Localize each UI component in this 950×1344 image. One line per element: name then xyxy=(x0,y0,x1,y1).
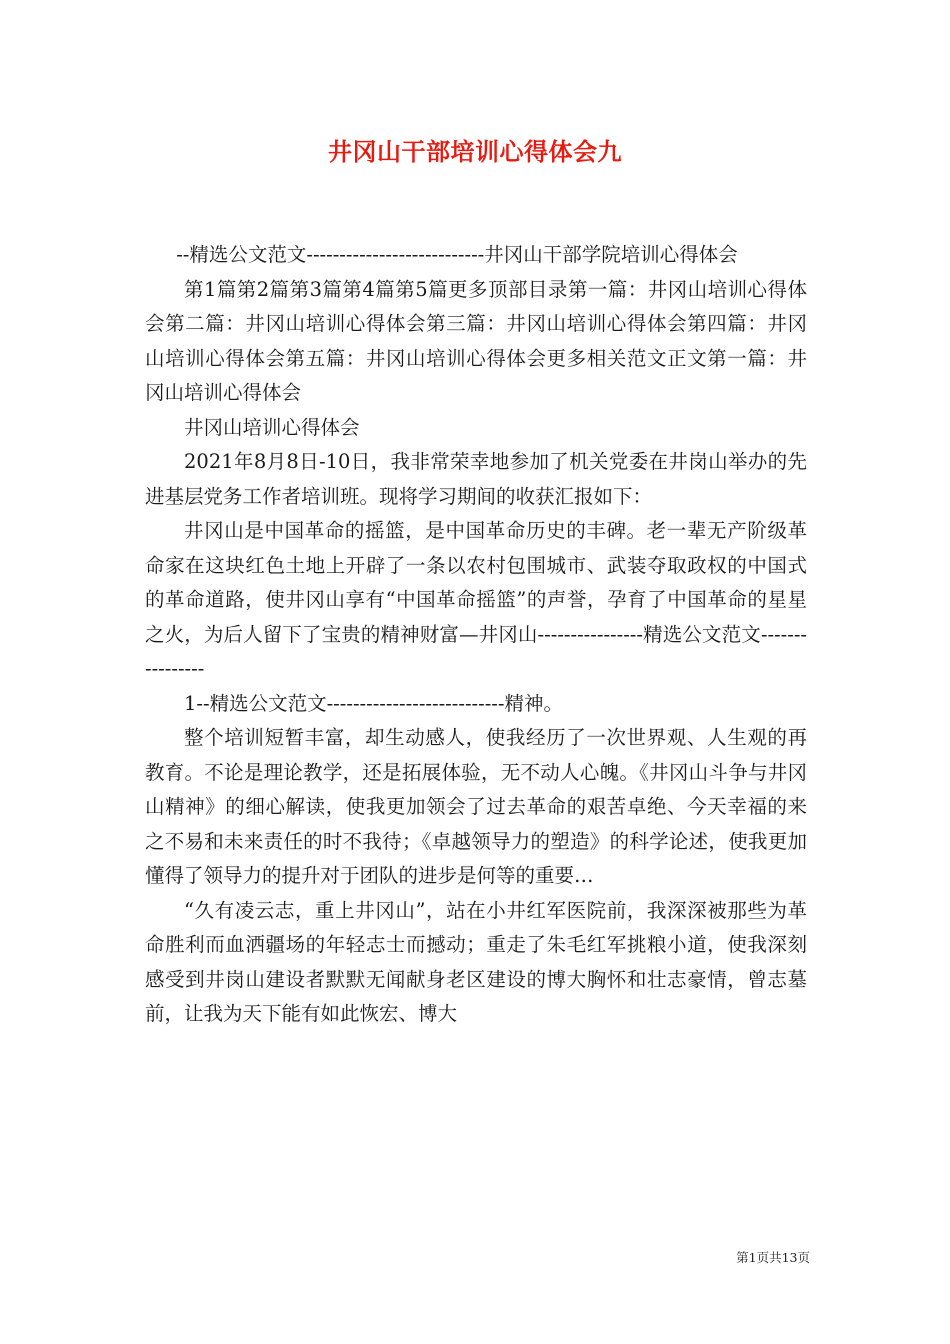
paragraph-header: --精选公文范文---------------------------井冈山干部学院培训心得体会 xyxy=(176,243,738,266)
paragraph-experience: “久有凌云志，重上井冈山”，站在小井红军医院前，我深深被那些为革命胜利而血洒疆场的年轻志士而撼动；重走了朱毛红军挑粮小道，使我深刻感受到井岗山建设者默默无闻献身老区建设的博大胸怀和壮志豪情，曾志墓前，让我为天下能有如此恢宏、博大 xyxy=(145,898,807,1025)
paragraph-subtitle: 井冈山培训心得体会 xyxy=(184,415,360,439)
document-body xyxy=(145,238,807,1032)
paragraph-jinggangshan: 井冈山是中国革命的摇篮，是中国革命历史的丰碑。老一辈无产阶级革命家在这块红色土地上开辟了一条以农村包围城市、武装夺取政权的中国式的革命道路，使井冈山享有“中国革命摇篮”的声誉，孕育了中国革命的星星之火，为后人留下了宝贵的精神财富—井冈山----------------精选公文范文---------------- xyxy=(145,519,807,680)
paragraph-intro: 2021年8月8日-10日，我非常荣幸地参加了机关党委在井岗山举办的先进基层党务工作者培训班。现将学习期间的收获汇报如下： xyxy=(145,450,807,508)
page-number: 第1页共13页 xyxy=(736,1250,810,1265)
paragraph-table-of-contents: 第1篇第2篇第3篇第4篇第5篇更多顶部目录第一篇：井冈山培训心得体会第二篇：井冈山培训心得体会第三篇：井冈山培训心得体会第四篇：井冈山培训心得体会第五篇：井冈山培训心得体会更多相关范文正文第一篇：井冈山培训心得体会 xyxy=(145,277,807,404)
paragraph-separator: 1--精选公文范文---------------------------精神。 xyxy=(184,691,563,715)
paragraph-training: 整个培训短暂丰富，却生动感人，使我经历了一次世界观、人生观的再教育。不论是理论教学，还是拓展体验，无不动人心魄。《井冈山斗争与井冈山精神》的细心解读，使我更加领会了过去革命的艰苦卓绝、今天幸福的来之不易和未来责任的时不我待；《卓越领导力的塑造》的科学论述，使我更加懂得了领导力的提升对于团队的进步是何等的重要… xyxy=(145,726,807,887)
document-title: 井冈山干部培训心得体会九 xyxy=(328,137,622,166)
